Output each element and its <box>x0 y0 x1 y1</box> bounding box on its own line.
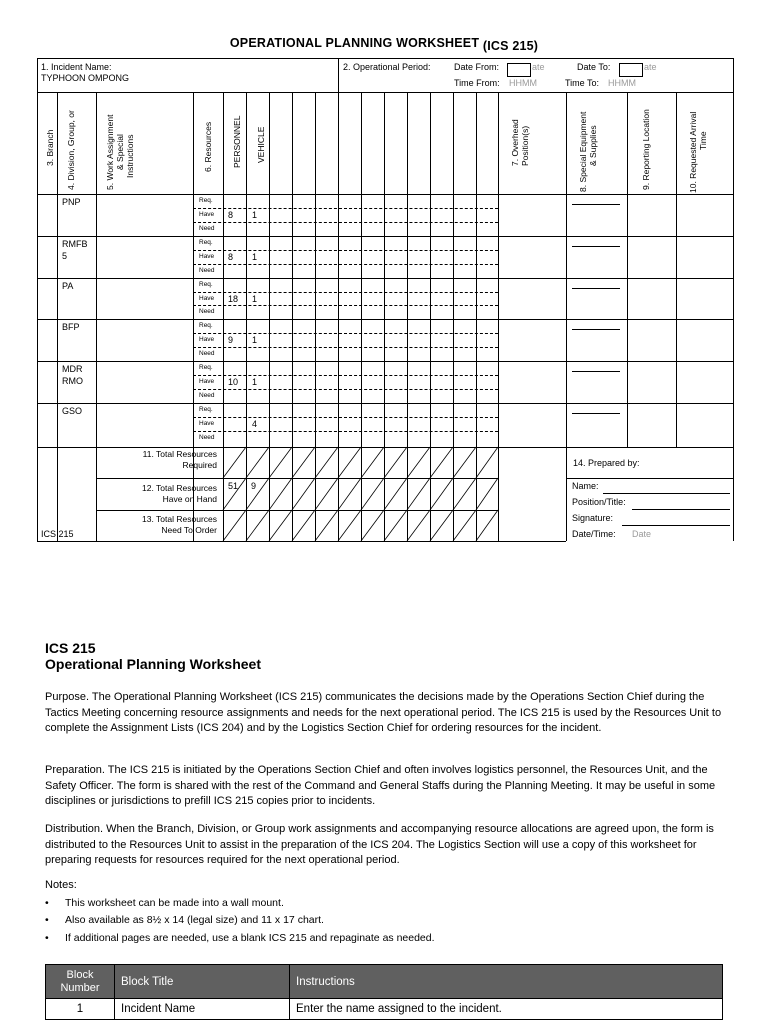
table-row <box>46 999 723 1020</box>
col-overhead-header-2: Position(s) <box>520 125 530 166</box>
sub-row-label: Need <box>199 308 215 316</box>
col-work-header-2: & Special <box>115 134 125 170</box>
sub-row-label: Req. <box>199 238 213 246</box>
total-diagonal <box>361 478 384 510</box>
total-diagonal <box>246 447 269 478</box>
total-diagonal <box>453 478 476 510</box>
col-work-header-1: 5. Work Assignment <box>105 114 115 190</box>
division-cell[interactable]: GSO <box>62 406 83 416</box>
note-text: This worksheet can be made into a wall mount. <box>65 897 284 909</box>
have-personnel-value[interactable]: 8 <box>228 209 234 220</box>
total-have-label-1: 12. Total Resources <box>142 483 217 493</box>
name-label: Name: <box>572 481 599 491</box>
sub-row-label: Need <box>199 392 215 400</box>
time-to-label: Time To: <box>565 78 600 88</box>
total-diagonal <box>384 510 407 541</box>
footer-form-code: ICS 215 <box>41 529 74 539</box>
total-diagonal <box>407 478 430 510</box>
form-title-text: OPERATIONAL PLANNING WORKSHEET <box>229 36 480 50</box>
signature-field[interactable] <box>622 525 730 526</box>
name-field[interactable] <box>603 493 730 494</box>
col-division-header: 4. Division, Group, or <box>66 110 76 190</box>
notes-label: Notes: <box>45 879 77 891</box>
date-from-label: Date From: <box>454 62 500 72</box>
sub-row-label: Have <box>199 294 215 302</box>
total-have-label-2: Have on Hand <box>162 494 217 504</box>
col-arrival-header-1: 10. Requested Arrival <box>688 111 698 193</box>
division-cell[interactable]: PNP <box>62 197 81 207</box>
division-cell[interactable]: BFP <box>62 322 80 333</box>
total-diagonal <box>476 510 498 541</box>
total-diagonal <box>407 510 430 541</box>
bullet-icon: • <box>45 897 49 909</box>
have-vehicle-value[interactable]: 1 <box>252 377 258 388</box>
total-diagonal <box>246 478 269 510</box>
note-item <box>45 897 284 909</box>
col-overhead-header-1: 7. Overhead <box>510 119 520 166</box>
total-need-label-2: Need To Order <box>161 525 217 535</box>
note-item <box>45 914 324 926</box>
division-cell[interactable]: RMFB 5 <box>62 238 88 261</box>
time-from-label: Time From: <box>454 78 500 88</box>
total-diagonal <box>430 510 453 541</box>
division-cell[interactable]: MDR RMO <box>62 364 83 387</box>
col-reporting-header: 9. Reporting Location <box>641 109 651 190</box>
preparation-paragraph: Preparation. The ICS 215 is initiated by the Operations Section Chief and often involves logistics personnel, the Resources Unit, and the Safety Officer. The form is shared with the rest of the Command and General Staffs during the Planning Meeting. It may be useful in some disciplines or jurisdictions to prefill ICS 215 copies prior to incidents. <box>45 764 716 807</box>
have-vehicle-value[interactable]: 1 <box>252 335 258 346</box>
sub-row-label: Req. <box>199 364 213 372</box>
distribution-paragraph: Distribution. When the Branch, Division, or Group work assignments and accompanying resource allocations are agreed upon, the form is distributed to the Resources Unit to assist in the preparation of the ICS 204. The Logistics Section will use a copy of this worksheet for preparing requests for resources required for the next operational period. <box>45 823 714 866</box>
signature-label: Signature: <box>572 513 614 523</box>
incident-name-label: 1. Incident Name: <box>41 62 112 72</box>
position-label: Position/Title: <box>572 497 626 507</box>
sub-row-label: Need <box>199 433 215 441</box>
total-diagonal <box>246 510 269 541</box>
instructions-table-header <box>46 965 723 999</box>
sub-row-label: Have <box>199 336 215 344</box>
operational-period-label: 2. Operational Period: <box>343 62 431 72</box>
have-vehicle-value[interactable]: 1 <box>252 293 258 304</box>
total-required-label-2: Required <box>182 460 217 470</box>
total-diagonal <box>476 447 498 478</box>
total-diagonal <box>476 478 498 510</box>
total-diagonal <box>292 478 315 510</box>
prepared-by-label: 14. Prepared by: <box>573 458 640 468</box>
have-personnel-value[interactable]: 10 <box>228 377 239 388</box>
col-vehicle-header: VEHICLE <box>256 126 266 163</box>
total-diagonal <box>269 478 292 510</box>
have-personnel-value[interactable]: 18 <box>228 293 239 304</box>
note-item <box>45 932 435 944</box>
division-cell[interactable]: PA <box>62 280 74 291</box>
note-text: Also available as 8½ x 14 (legal size) and 11 x 17 chart. <box>65 914 324 926</box>
total-diagonal <box>292 510 315 541</box>
position-field[interactable] <box>632 509 730 510</box>
total-diagonal <box>315 510 338 541</box>
block-number-cell: 1 <box>46 999 115 1020</box>
have-vehicle-value[interactable]: 1 <box>252 251 258 262</box>
sub-row-label: Req. <box>199 280 213 288</box>
incident-name-field[interactable]: TYPHOON OMPONG <box>41 73 130 83</box>
total-diagonal <box>453 447 476 478</box>
total-diagonal <box>361 447 384 478</box>
total-need-label-1: 13. Total Resources <box>142 514 217 524</box>
sub-row-label: Have <box>199 419 215 427</box>
total-diagonal <box>223 510 246 541</box>
col-instructions: Instructions <box>290 965 723 999</box>
sub-row-label: Need <box>199 224 215 232</box>
col-special-header-1: 8. Special Equipment <box>578 111 588 192</box>
col-block-number: Block Number <box>46 965 115 999</box>
sub-row-label: Req. <box>199 197 213 204</box>
total-diagonal <box>384 478 407 510</box>
time-from-field[interactable]: HHMM <box>509 78 537 88</box>
col-special-header-2: & Supplies <box>588 125 598 166</box>
total-diagonal <box>338 447 361 478</box>
sub-row-label: Need <box>199 266 215 274</box>
sub-row-label: Need <box>199 350 215 358</box>
sub-row-label: Req. <box>199 322 213 330</box>
total-diagonal <box>407 447 430 478</box>
purpose-paragraph: Purpose. The Operational Planning Worksheet (ICS 215) communicates the decisions made by the Operations Section Chief during the Tactics Meeting concerning resource assignments and needs for the next operational period. The ICS 215 is used by the Resources Unit to complete the Assignment Lists (ICS 204) and by the Logistics Section Chief for ordering resources for the incident. <box>45 691 722 734</box>
total-have-personnel[interactable]: 51 <box>228 481 239 491</box>
instructions-heading-title: Operational Planning Worksheet <box>45 656 262 672</box>
col-block-title: Block Title <box>115 965 290 999</box>
date-to-placeholder: ate <box>644 62 657 72</box>
instructions-heading-code: ICS 215 <box>45 640 96 656</box>
total-diagonal <box>292 447 315 478</box>
have-personnel-value[interactable]: 9 <box>228 335 234 346</box>
total-diagonal <box>338 478 361 510</box>
sub-row-label: Have <box>199 252 215 260</box>
col-resources-header: 6. Resources <box>203 121 213 172</box>
block-title-cell: Incident Name <box>115 999 290 1020</box>
total-diagonal <box>315 478 338 510</box>
have-personnel-value[interactable]: 8 <box>228 251 234 262</box>
bullet-icon: • <box>45 914 49 926</box>
form-code: (ICS 215) <box>482 39 539 53</box>
time-to-field[interactable]: HHMM <box>608 78 636 88</box>
bullet-icon: • <box>45 932 49 944</box>
col-work-header-3: Instructions <box>125 134 135 178</box>
date-from-placeholder: ate <box>532 62 545 72</box>
total-diagonal <box>269 510 292 541</box>
col-personnel-header: PERSONNEL <box>232 115 242 168</box>
total-diagonal <box>430 478 453 510</box>
datetime-label: Date/Time: <box>572 529 616 539</box>
sub-row-label: Req. <box>199 406 213 413</box>
total-diagonal <box>315 447 338 478</box>
sub-row-label: Have <box>199 378 215 386</box>
datetime-field[interactable]: Date <box>632 529 652 539</box>
total-diagonal <box>361 510 384 541</box>
total-diagonal <box>453 510 476 541</box>
total-diagonal <box>338 510 361 541</box>
total-diagonal <box>223 447 246 478</box>
block-instructions-cell: Enter the name assigned to the incident. <box>290 999 723 1020</box>
instructions-table <box>45 964 723 1020</box>
col-arrival-header-2: Time <box>698 131 708 150</box>
total-diagonal <box>430 447 453 478</box>
total-diagonal <box>223 478 246 510</box>
total-diagonal <box>269 447 292 478</box>
total-diagonal <box>384 447 407 478</box>
total-required-label-1: 11. Total Resources <box>142 449 217 459</box>
date-to-label: Date To: <box>577 62 611 72</box>
have-vehicle-value[interactable]: 4 <box>252 418 258 429</box>
total-have-vehicle[interactable]: 9 <box>251 481 257 491</box>
note-text: If additional pages are needed, use a blank ICS 215 and repaginate as needed. <box>65 932 435 944</box>
sub-row-label: Have <box>199 210 215 218</box>
col-branch-header: 3. Branch <box>45 129 55 166</box>
have-vehicle-value[interactable]: 1 <box>252 209 258 220</box>
